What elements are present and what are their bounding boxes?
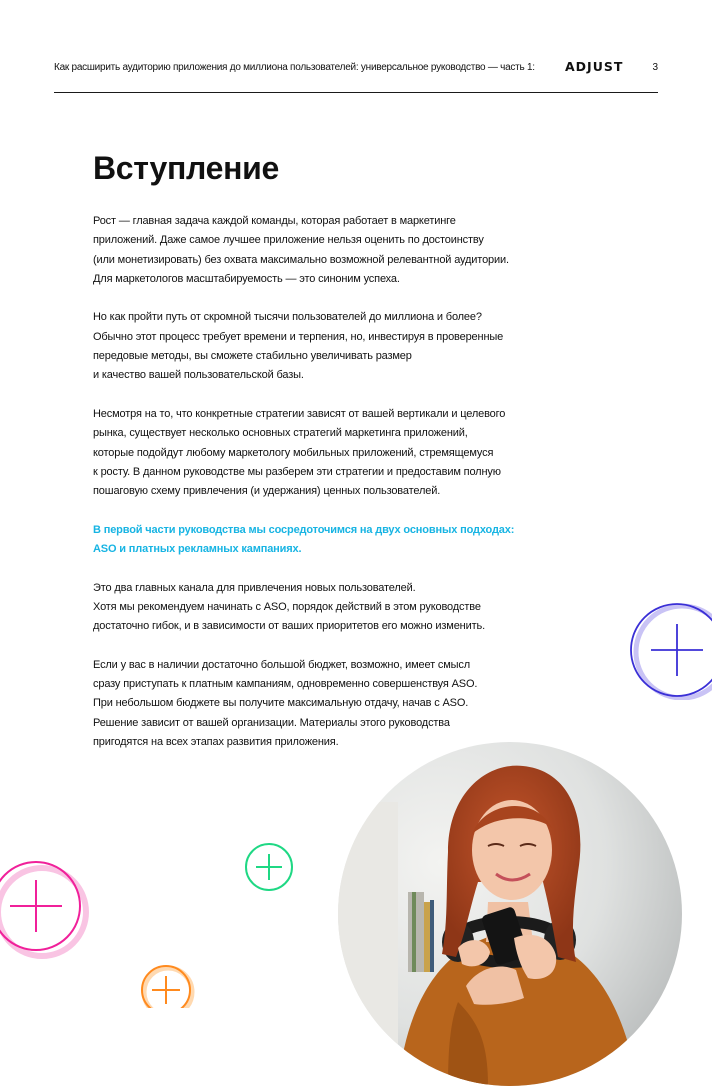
plus-circle-icon-pink: [0, 850, 100, 960]
header-title: Как расширить аудиторию приложения до миллиона пользователей: универсальное руководство — часть 1:: [54, 62, 535, 73]
woman-with-phone-photo: [338, 742, 682, 1086]
adjust-logo: ADJUST: [565, 59, 624, 74]
plus-circle-icon-blue: [620, 600, 712, 700]
plus-circle-icon-orange: [136, 958, 196, 1008]
paragraph: Рост — главная задача каждой команды, которая работает в маркетинге приложений. Даже самое лучшее приложение нельзя оценить по достоинству (или монетизировать) без охвата максимально возможной релевантной аудитории. Для маркетологов масштабируемость — это синоним успеха.: [93, 215, 509, 285]
section-heading: Вступление: [93, 150, 280, 186]
paragraph: Если у вас в наличии достаточно большой бюджет, возможно, имеет смысл сразу приступать к платным кампаниям, одновременно совершенствуя ASO. При небольшом бюджете вы получите максимальную отдачу, начав с ASO. Решение зависит от вашей организации. Материалы этого руководства пригодятся на всех этапах развития приложения.: [93, 658, 478, 749]
highlight-paragraph: В первой части руководства мы сосредоточимся на двух основных подходах: ASO и платных рекламных кампаниях.: [93, 523, 515, 556]
plus-circle-icon-green: [242, 840, 296, 894]
paragraph: Но как пройти путь от скромной тысячи пользователей до миллиона и более? Обычно этот процесс требует времени и терпения, но, инвестируя в проверенные передовые методы, вы сможете стабильно увеличивать размер и качество вашей пользовательской базы.: [93, 311, 504, 382]
header-divider: [54, 92, 658, 93]
page-header: [54, 59, 658, 78]
body-text: [93, 212, 563, 772]
page-number: 3: [652, 62, 658, 73]
paragraph: Несмотря на то, что конкретные стратегии зависят от вашей вертикали и целевого рынка, существует несколько основных стратегий маркетинга приложений, которые подойдут любому маркетологу мобильных приложений, стремящемуся к росту. В данном руководстве мы разберем эти стратегии и предоставим полную пошаговую схему привлечения (и удержания) ценных пользователей.: [93, 407, 506, 498]
paragraph: Это два главных канала для привлечения новых пользователей. Хотя мы рекомендуем начинать с ASO, порядок действий в этом руководстве достаточно гибок, и в зависимости от ваших приоритетов его можно изменить.: [93, 581, 485, 633]
photo-illustration: [338, 742, 682, 1086]
